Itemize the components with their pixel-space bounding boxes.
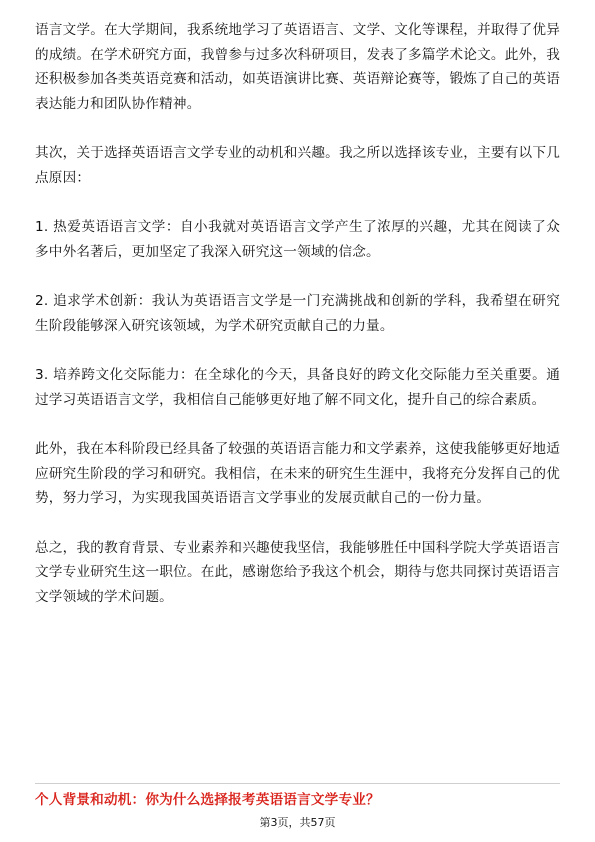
paragraph-gap — [35, 338, 560, 363]
paragraph-gap — [35, 116, 560, 141]
footer-divider — [35, 783, 560, 784]
paragraph-additional: 此外，我在本科阶段已经具备了较强的英语语言能力和文学素养，这使我能够更好地适应研究生阶段的学习和研究。我相信，在未来的研究生生涯中，我将充分发挥自己的优势，努力学习，为实现我国英语语言文学事业的发展贡献自己的一份力量。 — [35, 441, 560, 506]
paragraph-gap — [35, 190, 560, 215]
paragraph-reason-3: 3. 培养跨文化交际能力：在全球化的今天，具备良好的跨文化交际能力至关重要。通过学习英语语言文学，我相信自己能够更好地了解不同文化，提升自己的综合素质。 — [35, 367, 560, 408]
paragraph-conclusion: 总之，我的教育背景、专业素养和兴趣使我坚信，我能够胜任中国科学院大学英语语言文学专业研究生这一职位。在此，感谢您给予我这个机会，期待与您共同探讨英语语言文学领域的学术问题。 — [35, 539, 560, 605]
document-body — [35, 18, 560, 609]
question-heading: 个人背景和动机：你为什么选择报考英语语言文学专业？ — [35, 792, 380, 808]
paragraph-gap — [35, 511, 560, 536]
paragraph-motivation-intro: 其次，关于选择英语语言文学专业的动机和兴趣。我之所以选择该专业，主要有以下几点原因： — [35, 145, 560, 186]
paragraph-reason-2: 2. 追求学术创新：我认为英语语言文学是一门充满挑战和创新的学科，我希望在研究生阶段能够深入研究该领域，为学术研究贡献自己的力量。 — [35, 293, 560, 334]
paragraph-reason-1: 1. 热爱英语语言文学：自小我就对英语语言文学产生了浓厚的兴趣，尤其在阅读了众多中外名著后，更加坚定了我深入研究这一领域的信念。 — [35, 219, 560, 260]
paragraph-gap — [35, 264, 560, 289]
page-number: 第3页，共57页 — [259, 816, 336, 829]
paragraph-gap — [35, 412, 560, 437]
paragraph-education-background: 语言文学。在大学期间，我系统地学习了英语语言、文学、文化等课程，并取得了优异的成绩。在学术研究方面，我曾参与过多次科研项目，发表了多篇学术论文。此外，我还积极参加各类英语竞赛和活动，如英语演讲比赛、英语辩论赛等，锻炼了自己的英语表达能力和团队协作精神。 — [35, 22, 560, 112]
